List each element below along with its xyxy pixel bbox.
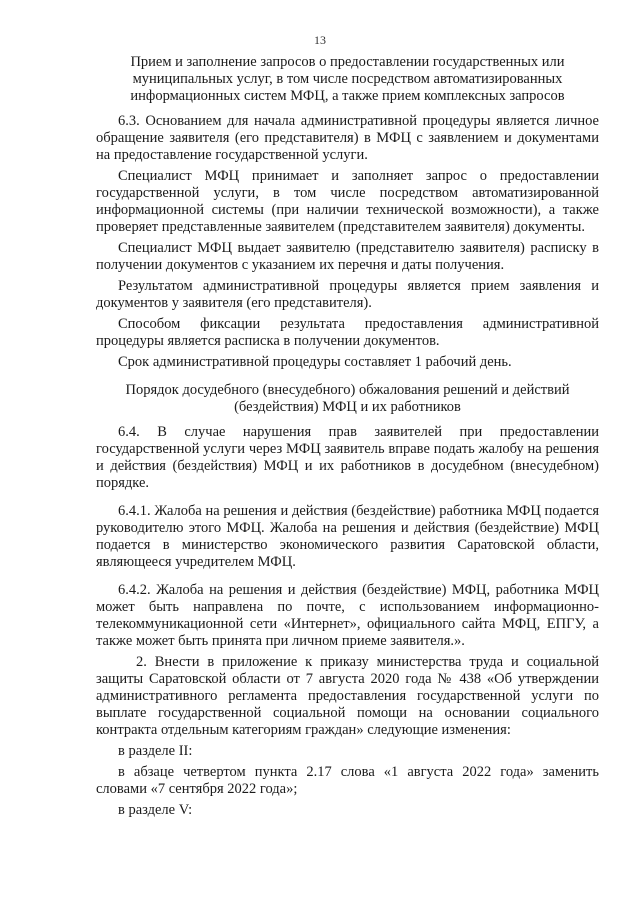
paragraph-amend-2-17: в абзаце четвертом пункта 2.17 слова «1 августа 2022 года» заменить словами «7 сентября 2022 года»; — [96, 764, 599, 797]
paragraph-item-2: 2. Внести в приложение к приказу министерства труда и социальной защиты Саратовской области от 7 августа 2020 года № 438 «Об утверждении административного регламента предоставления государственной услуги по выплате государственной социальной помощи на основании социального контракта отдельным категориям граждан» следующие изменения: — [96, 654, 599, 738]
paragraph-6-4-1: 6.4.1. Жалоба на решения и действия (бездействие) работника МФЦ подается руководителю этого МФЦ. Жалоба на решения и действия (бездействие) МФЦ подается в министерство экономического развития Саратовской области, являющееся учредителем МФЦ. — [96, 503, 599, 570]
document-body — [96, 54, 599, 823]
section-heading-reception: Прием и заполнение запросов о предоставлении государственных или муниципальных услуг, в том числе посредством автоматизированных информационных систем МФЦ, а также прием комплексных запросов — [130, 54, 565, 104]
paragraph-result: Результатом административной процедуры является прием заявления и документов у заявителя (его представителя). — [96, 278, 599, 311]
paragraph-specialist-accepts: Специалист МФЦ принимает и заполняет запрос о предоставлении государственной услуги, в том числе посредством автоматизированной информационной системы (при наличии технической возможности), а также проверяет представленные заявителем (представителем заявителя) документы. — [96, 168, 599, 235]
paragraph-6-4-2: 6.4.2. Жалоба на решения и действия (бездействие) МФЦ, работника МФЦ может быть направлена по почте, с использованием информационно-телекоммуникационной сети «Интернет», официального сайта МФЦ, ЕПГУ, а также может быть принята при личном приеме заявителя.». — [96, 582, 599, 649]
paragraph-section-ii: в разделе II: — [118, 743, 193, 759]
paragraph-fixation: Способом фиксации результата предоставления административной процедуры является расписка в получении документов. — [96, 316, 599, 349]
paragraph-6-3: 6.3. Основанием для начала административной процедуры является личное обращение заявителя (его представителя) в МФЦ с заявлением и документами на предоставление государственной услуги. — [96, 113, 599, 163]
paragraph-term: Срок административной процедуры составляет 1 рабочий день. — [118, 354, 512, 370]
section-heading-appeal: Порядок досудебного (внесудебного) обжалования решений и действий (бездействия) МФЦ и их работников — [125, 382, 570, 415]
paragraph-specialist-issues: Специалист МФЦ выдает заявителю (представителю заявителя) расписку в получении документов с указанием их перечня и даты получения. — [96, 240, 599, 273]
paragraph-6-4: 6.4. В случае нарушения прав заявителей при предоставлении государственной услуги через МФЦ заявитель вправе подать жалобу на решения и действия (бездействия) МФЦ и их работников в досудебном (внесудебном) порядке. — [96, 424, 599, 491]
paragraph-section-v: в разделе V: — [118, 802, 193, 818]
page-number: 13 — [314, 33, 326, 47]
